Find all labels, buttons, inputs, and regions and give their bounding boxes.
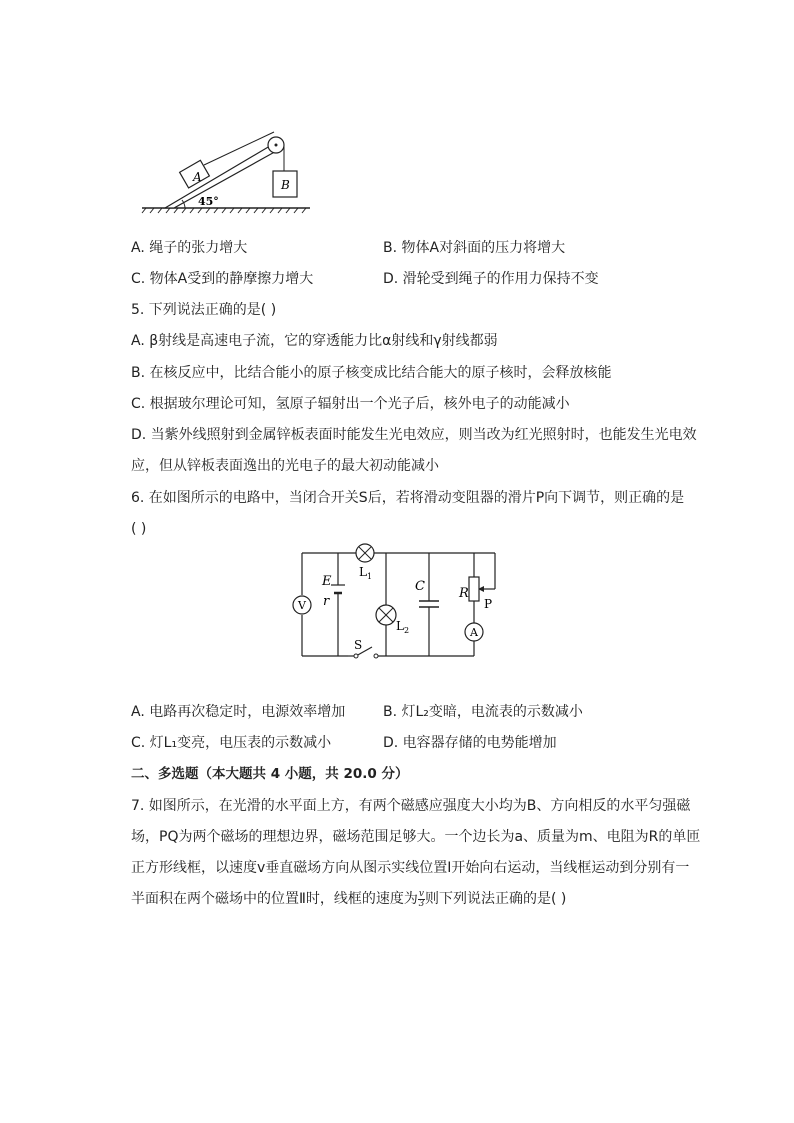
q5-option-a: A. β射线是高速电子流，它的穿透能力比α射线和γ射线都弱 [131,333,498,349]
q5-option-c: C. 根据玻尔理论可知，氢原子辐射出一个光子后，核外电子的动能减小 [131,396,570,412]
lamp-icon [356,544,374,562]
block-a-label: A [193,170,202,184]
section-multiple-choice-heading: 二、多选题（本大题共 4 小题，共 20.0 分） [131,766,409,782]
block-b-label: B [281,178,290,192]
q5-stem: 5. 下列说法正确的是( ) [131,302,277,318]
q7-text-after-fraction: 则下列说法正确的是( ) [424,891,567,907]
angle-label: 45° [198,195,219,208]
slider-label: P [484,597,493,611]
q4-option-d: D. 滑轮受到绳子的作用力保持不变 [383,271,599,287]
q7-stem-line-2: 场，PQ为两个磁场的理想边界，磁场范围足够大。一个边长为a、质量为m、电阻为R的单匝 [131,829,701,845]
lamp1-label: $L_1$ [359,565,373,581]
q7-stem-line-3: 正方形线框，以速度v垂直磁场方向从图示实线位置Ⅰ开始向右运动，当线框运动到分别有一 [131,860,690,876]
internal-resistance-label: r [323,594,330,609]
q7-stem-line-4 [131,889,566,909]
lamp2-label: $L_2$ [396,619,410,635]
q7-text-before-fraction: 半面积在两个磁场中的位置Ⅱ时，线框的速度为 [131,891,418,907]
circuit-diagram [288,543,503,663]
q4-option-b: B. 物体A对斜面的压力将增大 [383,240,566,256]
q6-option-b: B. 灯L₂变暗，电流表的示数减小 [383,704,583,720]
voltmeter-label: V [298,599,306,612]
q5-option-b: B. 在核反应中，比结合能小的原子核变成比结合能大的原子核时，会释放核能 [131,365,612,381]
lamp-icon [376,605,396,625]
q6-stem-bracket: ( ) [131,521,147,537]
q6-option-a: A. 电路再次稳定时，电源效率增加 [131,704,346,720]
capacitor-label: C [415,579,425,594]
velocity-fraction: $\frac{v}{3}$ [418,888,425,909]
ammeter-label: A [470,626,478,639]
q6-option-c: C. 灯L₁变亮，电压表的示数减小 [131,735,332,751]
q5-option-d: D. 当紫外线照射到金属锌板表面时能发生光电效应，则当改为红光照射时，也能发生光电效 [131,427,697,443]
q5-option-d-continued: 应，但从锌板表面逸出的光电子的最大初动能减小 [131,458,439,474]
resistor-label: R [459,586,469,601]
switch-label: S [354,638,363,652]
q4-option-a: A. 绳子的张力增大 [131,240,248,256]
q4-option-c: C. 物体A受到的静摩擦力增大 [131,271,314,287]
emf-label: E [322,574,332,589]
incline-pulley-figure [140,135,320,215]
q7-stem-line-1: 7. 如图所示，在光滑的水平面上方，有两个磁感应强度大小均为B、方向相反的水平匀强磁 [131,798,691,814]
q6-stem: 6. 在如图所示的电路中，当闭合开关S后，若将滑动变阻器的滑片P向下调节，则正确的是 [131,490,685,506]
q6-option-d: D. 电容器存储的电势能增加 [383,735,557,751]
